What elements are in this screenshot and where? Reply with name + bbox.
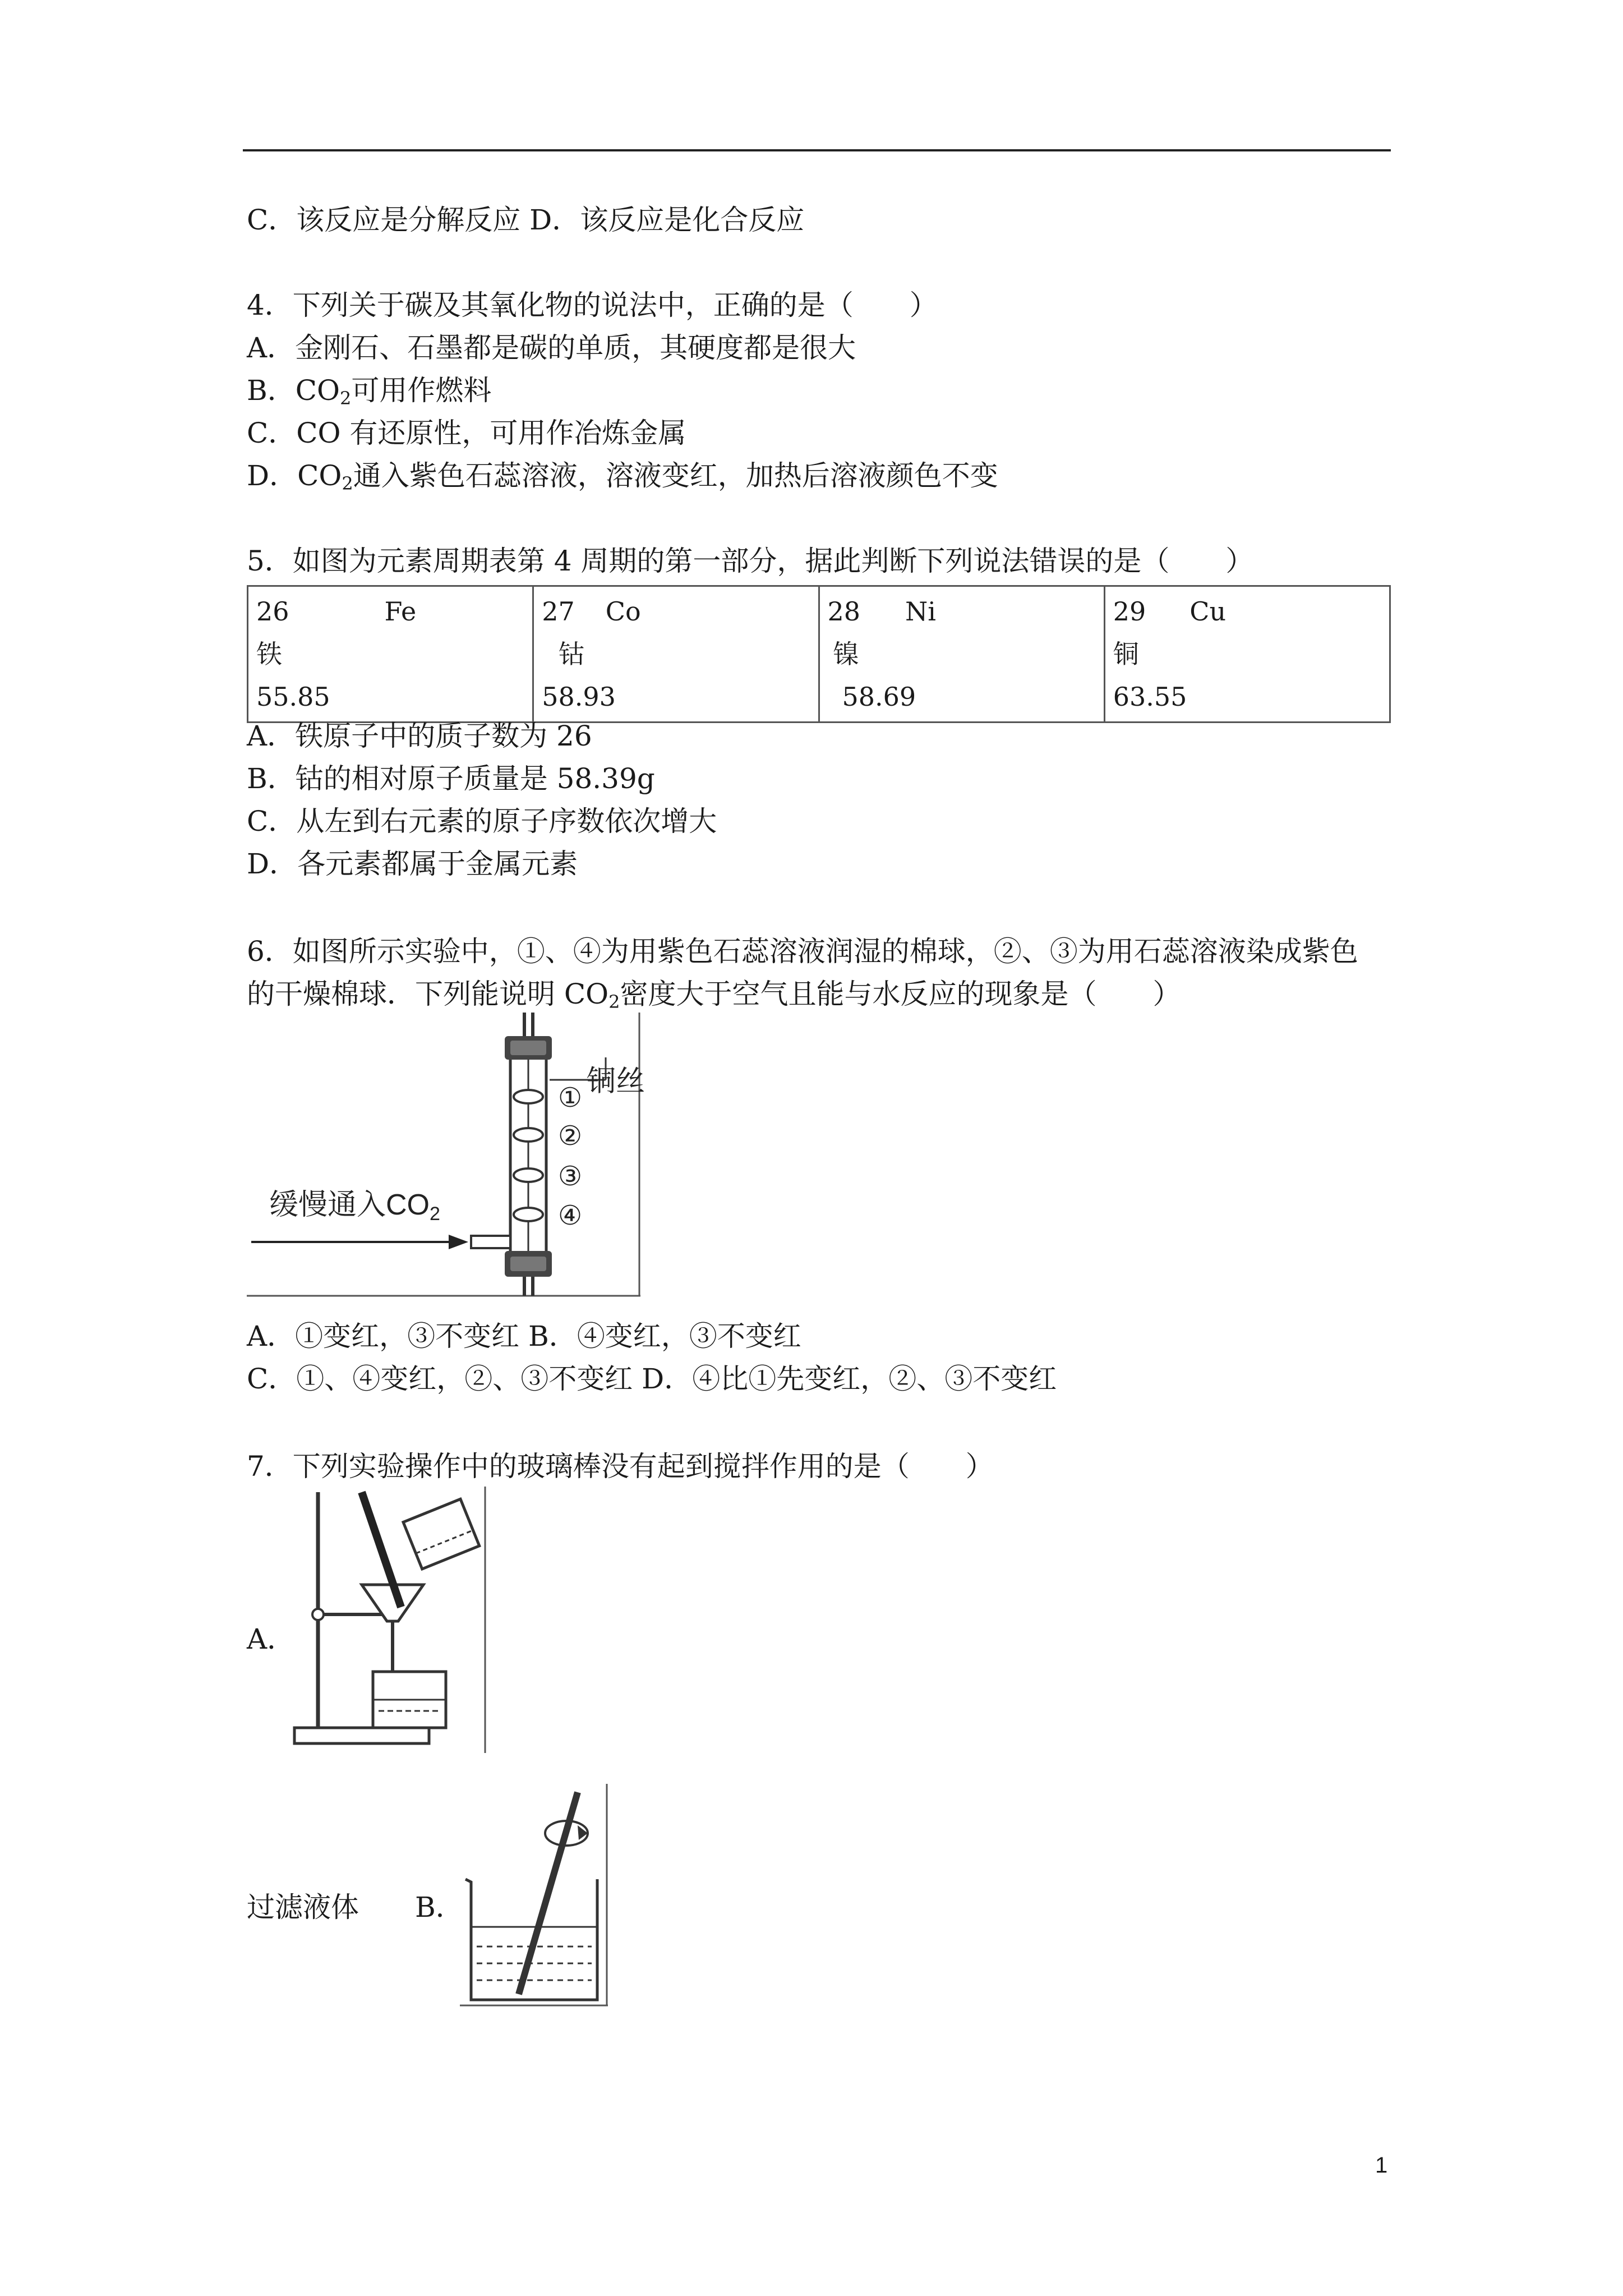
q4-option-a: A．金刚石、石墨都是碳的单质，其硬度都是很大 [247, 332, 856, 364]
q4-option-c: C．CO 有还原性，可用作冶炼金属 [247, 417, 686, 449]
q5-option-b: B．钴的相对原子质量是 58.39g [247, 762, 655, 795]
q6-options-ab: A．①变红，③不变红 B．④变红，③不变红 [247, 1320, 801, 1352]
ball-label-2: ② [558, 1120, 583, 1152]
element-cell-ni: 28 Ni 镍 58.69 [819, 586, 1104, 723]
periodic-table-excerpt [247, 585, 1391, 723]
ball-label-1: ① [558, 1082, 583, 1114]
element-cell-co: 27 Co 钴 58.93 [533, 586, 819, 723]
element-cell-fe: 26 Fe 铁 55.85 [248, 586, 533, 723]
page-number: 1 [1375, 2153, 1388, 2178]
q6-options-cd: C．①、④变红，②、③不变红 D．④比①先变红，②、③不变红 [247, 1363, 1057, 1395]
q6-stem-line2: 的干燥棉球．下列能说明 $CO_2$密度大于空气且能与水反应的现象是（ ） [247, 978, 1181, 1013]
q5-option-d: D．各元素都属于金属元素 [247, 848, 578, 880]
co2-tube-apparatus-figure [247, 1013, 645, 1299]
q6-stem-line1: 6．如图所示实验中，①、④为用紫色石蕊溶液润湿的棉球，②、③为用石蕊溶液染成紫色 [247, 935, 1358, 968]
stirring-beaker-figure [460, 1784, 611, 2008]
ball-label-4: ④ [558, 1200, 583, 1231]
inlet-label: 缓慢通入CO2 [269, 1189, 440, 1225]
q7-stem: 7．下列实验操作中的玻璃棒没有起到搅拌作用的是（ ） [247, 1450, 994, 1483]
filtration-apparatus-figure [289, 1487, 491, 1756]
q5-stem: 5．如图为元素周期表第 4 周期的第一部分，据此判断下列说法错误的是（ ） [247, 545, 1254, 577]
element-cell-cu: 29 Cu 铜 63.55 [1104, 586, 1390, 723]
q4-stem: 4．下列关于碳及其氧化物的说法中，正确的是（ ） [247, 289, 938, 321]
q5-option-c: C．从左到右元素的原子序数依次增大 [247, 805, 717, 838]
q3-options-cd: C．该反应是分解反应 D．该反应是化合反应 [247, 204, 805, 236]
ball-label-3: ③ [558, 1161, 583, 1192]
header-rule [243, 149, 1391, 151]
q7-option-a-label: A． [247, 1623, 296, 1655]
q7-option-a-caption: 过滤液体 B． [247, 1891, 464, 1924]
q4-option-d: D．$CO_2$通入紫色石蕊溶液，溶液变红，加热后溶液颜色不变 [247, 459, 998, 494]
q5-option-a: A．铁原子中的质子数为 26 [247, 720, 592, 752]
q4-option-b: B．$CO_2$可用作燃料 [247, 374, 492, 409]
wire-label: 铜丝 [587, 1065, 645, 1098]
